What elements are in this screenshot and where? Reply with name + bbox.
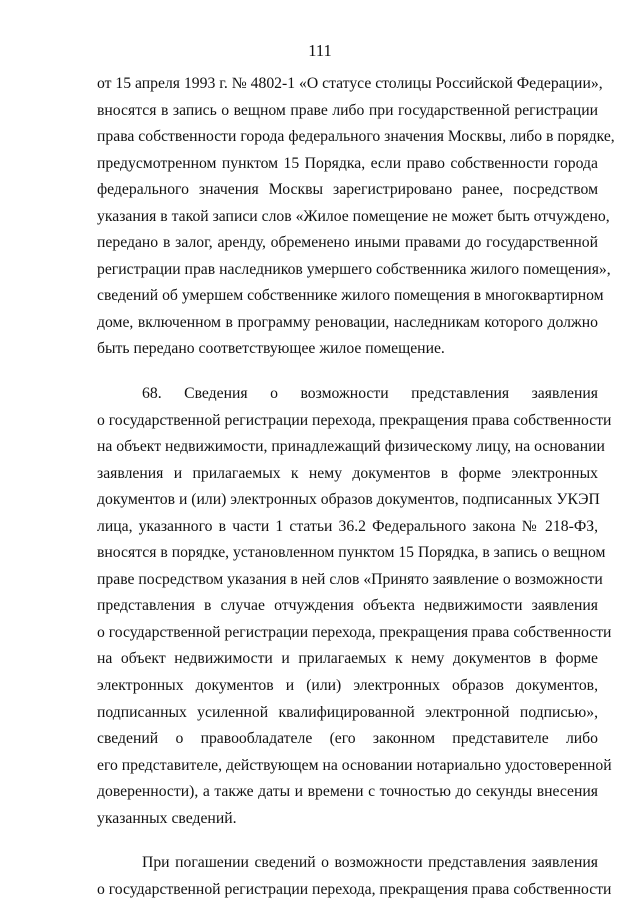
text-line: вносятся в порядке, установленном пунктом 15 Порядка, в запись о вещном [97, 544, 606, 562]
text-line: его представителе, действующем на основании нотариально удостоверенной [97, 756, 612, 774]
text-line: федерального значения Москвы зарегистрировано ранее, посредством [97, 181, 598, 199]
text-line: сведений о правообладателе (его законном представителе либо [97, 730, 598, 748]
paragraph-cancellation [97, 850, 612, 903]
text-line: документов и (или) электронных образов документов, подписанных УКЭП [97, 491, 600, 509]
text-line: права собственности города федерального значения Москвы, либо в порядке, [97, 128, 615, 146]
text-line: быть передано соответствующее жилое помещение. [97, 340, 445, 358]
text-line: о государственной регистрации перехода, прекращения права собственности [97, 411, 612, 429]
text-line: лица, указанного в части 1 статьи 36.2 Федерального закона № 218-ФЗ, [97, 517, 598, 535]
paragraph-spacer [97, 832, 598, 850]
text-line: о государственной регистрации перехода, прекращения права собственности [97, 880, 612, 898]
text-line: электронных документов и (или) электронных образов документов, [97, 677, 598, 695]
text-line: указанных сведений. [97, 809, 237, 827]
document-body [97, 71, 615, 903]
text-line: от 15 апреля 1993 г. № 4802-1 «О статусе столицы Российской Федерации», [97, 75, 603, 92]
text-line: При погашении сведений о возможности представления заявления [142, 854, 598, 872]
text-line: на объект недвижимости, принадлежащий физическому лицу, на основании [97, 438, 605, 456]
paragraph-spacer [97, 363, 598, 381]
text-line: сведений об умершем собственнике жилого помещения в многоквартирном [97, 287, 604, 305]
text-line: подписанных усиленной квалифицированной электронной подписью», [97, 703, 598, 721]
text-line: регистрации прав наследников умершего собственника жилого помещения», [97, 260, 611, 278]
text-line: на объект недвижимости и прилагаемых к нему документов в форме [97, 650, 598, 668]
text-line: о государственной регистрации перехода, прекращения права собственности [97, 623, 612, 641]
text-line: доме, включенном в программу реновации, наследникам которого должно [97, 313, 598, 331]
text-line: предусмотренном пунктом 15 Порядка, если право собственности города [97, 154, 598, 172]
text-line: 68. Сведения о возможности представления заявления [142, 385, 598, 403]
text-line: праве посредством указания в ней слов «Принято заявление о возможности [97, 570, 603, 588]
text-line: указания в такой записи слов «Жилое помещение не может быть отчуждено, [97, 207, 610, 225]
text-line: доверенности), а также даты и времени с точностью до секунды внесения [97, 783, 598, 801]
text-line: представления в случае отчуждения объекта недвижимости заявления [97, 597, 598, 615]
text-line: передано в залог, аренду, обременено иными правами до государственной [97, 234, 598, 252]
paragraph-continuation [97, 71, 615, 363]
page-number: 111 [308, 41, 332, 60]
text-line: вносятся в запись о вещном праве либо при государственной регистрации [97, 101, 598, 119]
paragraph-item-68 [97, 381, 612, 832]
text-line: заявления и прилагаемых к нему документов в форме электронных [97, 464, 598, 482]
